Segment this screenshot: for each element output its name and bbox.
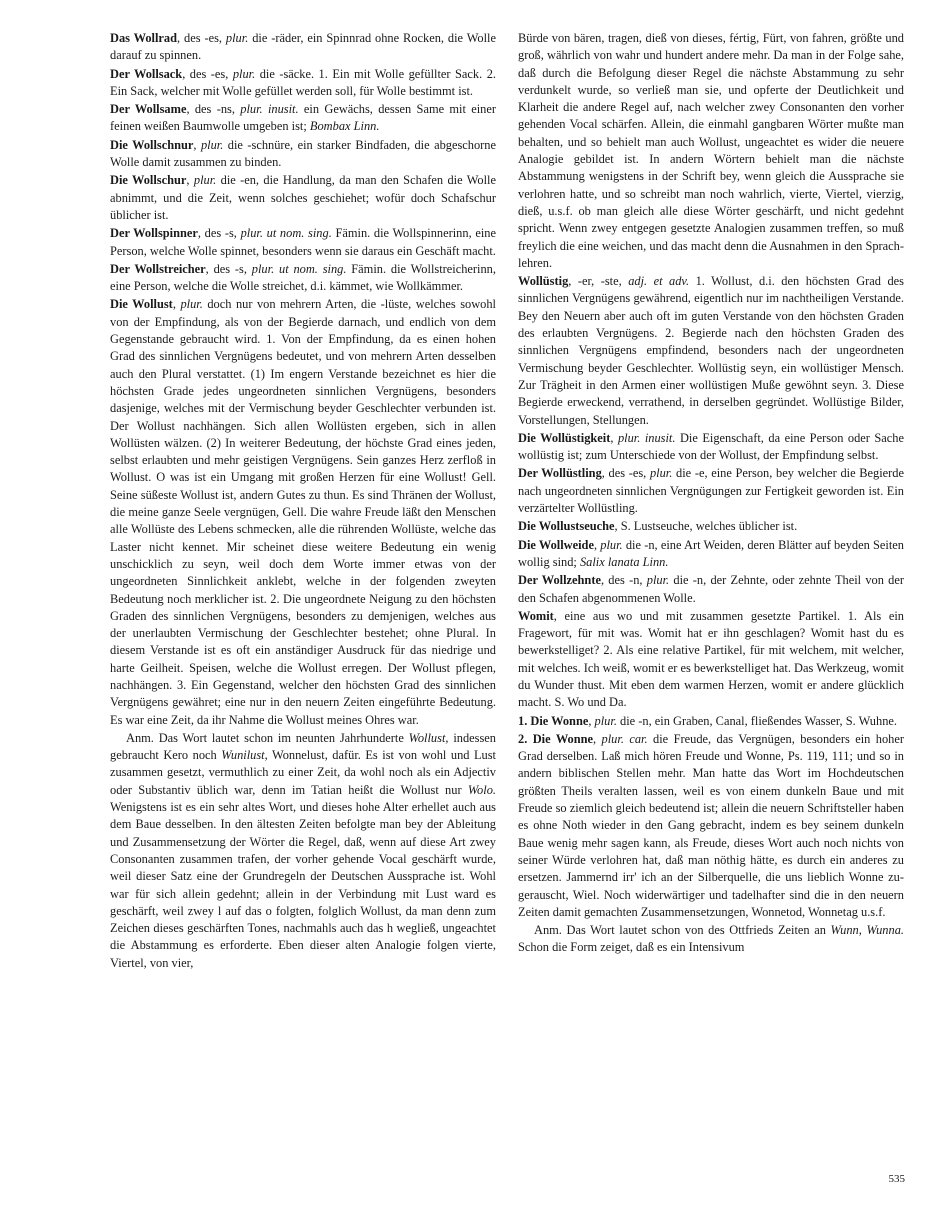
- headword: Womit: [518, 608, 554, 623]
- headword: Die Wollustseuche: [518, 519, 615, 534]
- headword: Die Wollüstigkeit: [518, 430, 611, 445]
- body-text: die Freude, das Vergnügen, besonders ein hoher Grad derselben. Laß mich hören Freude und Wonne, Ps. 119, 111; und so in andern biblischen Stellen mehr. Man hatte das Wort im Hochdeutschen größten Theils veralten lassen, weil es von einem dunkeln Baue und mit Freude so ziemlich gleich bedeutend ist; allein die neuern Schriftsteller haben es ohne Noth wieder in den Gang gebracht, indem es bey seinem dunkeln Baue wenig mehr sagen kann, als Freude, dieses Wort auch noch nichts von seiner Würde verlohren hat, daß man nöthig hätte, es durch ein anderes zu ersetzen. Jammernd irr' ich an der Silberquelle, die uns lieblich Wonne zugerauscht, Wiel. Noch widerwärtiger und tadelhafter sind die in den neuern Zeiten damit gemachten Zusammensetzungen, Wonnetod, Wonnetag u.s.f.: [518, 731, 905, 919]
- body-text: Wenigstens ist es ein sehr altes Wort, und dieses hohe Alter erhellet auch aus dem Baue desselben. In den ältesten Zeiten befolgte man bey der Ableitung und Zusammensetzung der Wörter die Regel, daß, wenn auf diese Art zwey Consonanten zusammen trafen, der vorher gehende Vocal geschärft wurde, weil dieser Satz eine der Grundregeln der Deutschen Aussprache ist. Wohl war für sich allein gedehnt; allein in der Verbindung mit Lust ward es geschärft, weil zwey l auf das o folgten, folglich Wollust, da man denn zum Zeichen dieses geschärften Tones, nachmahls auch das h wegließ, ungeachtet die Abstammung es erforderte. Eben dieser alten Analogie folgen vierte, Viertel, von vier,: [110, 800, 496, 970]
- body-text: die -säcke. 1. Ein mit Wolle gefüllter Sack. 2. Ein Sack, welcher mit Wolle gefüllet werden soll, für Wolle bestimmt ist.: [110, 66, 496, 98]
- body-text: , des -s,: [197, 226, 241, 241]
- italic-text: Bombax Linn.: [309, 119, 380, 134]
- body-text: die -n, ein Graben, Canal, fließendes Wasser, S. Wuhne.: [616, 713, 897, 728]
- body-text: die -n, der Zehnte, oder zehnte Theil von der den Schafen abgenommenen Wolle.: [518, 573, 905, 605]
- body-text: die -en, die Handlung, da man den Schafen die Wolle abnimmt, und die Zeit, wenn solches geschiehet; wofür doch Schafschur üblicher ist.: [110, 173, 496, 222]
- left-column: [110, 30, 496, 973]
- headword: Der Wollstreicher: [110, 261, 206, 276]
- dictionary-entry: [110, 101, 496, 136]
- italic-text: plur. car.: [601, 731, 648, 746]
- headword: 2. Die Wonne: [518, 731, 594, 746]
- dictionary-entry: [518, 537, 904, 572]
- body-text: Anm. Das Wort lautet schon von des Ottfrieds Zeiten an: [534, 923, 831, 938]
- headword: 1. Die Wonne: [518, 713, 589, 728]
- headword: Der Wollsack: [110, 66, 183, 81]
- dictionary-entry: [110, 225, 496, 260]
- body-text: , des -es,: [182, 66, 233, 81]
- dictionary-entry: [518, 430, 904, 465]
- body-text: die -n, eine Art Weiden, deren Blätter auf beyden Seiten wollig sind;: [518, 537, 904, 569]
- dictionary-entry: [518, 731, 904, 921]
- italic-text: Wunilust,: [221, 748, 268, 763]
- continued-text: [518, 30, 904, 272]
- body-text: ein Gewächs, dessen Same mit einer feinen weißen Baumwolle umgeben ist;: [110, 102, 496, 134]
- body-text: Schon die Form zeiget, daß es ein Intensivum: [518, 940, 745, 955]
- italic-text: plur.: [180, 297, 203, 312]
- italic-text: plur. inusit.: [240, 102, 299, 117]
- body-text: ,: [593, 731, 602, 746]
- dictionary-entry: [518, 572, 904, 607]
- body-text: , -er, -ste,: [568, 274, 629, 289]
- body-text: , eine aus wo und mit zusammen gesetzte Partikel. 1. Als ein Fragewort, für mit was. Womit hat er ihn geschlagen? Womit hast du es bewerkstelliget? 2. Als eine relative Partikel, für mit welchem, mit welcher, mit welches. Ich weiß, womit er es bewerkstelliget hat. Das Werkzeug, womit du Wunder thust. Mit eben dem warmen Herzen, womit er andere glücklich macht. S. Wo und Da.: [518, 608, 904, 710]
- dictionary-entry: [110, 66, 496, 101]
- dictionary-entry: [518, 608, 904, 712]
- body-text: , des -es,: [601, 466, 650, 481]
- headword: Der Wollsame: [110, 102, 187, 117]
- headword: Wollüstig: [518, 274, 569, 289]
- dictionary-entry: [518, 518, 904, 535]
- italic-text: adj. et adv.: [628, 274, 690, 289]
- italic-text: plur.: [600, 537, 623, 552]
- headword: Der Wollüstling: [518, 466, 602, 481]
- italic-text: Wunn, Wunna.: [830, 923, 904, 938]
- italic-text: Salix lanata Linn.: [579, 554, 669, 569]
- body-text: ,: [172, 297, 181, 312]
- annotation-paragraph: [110, 730, 496, 972]
- dictionary-entry: [518, 465, 904, 517]
- body-text: ,: [610, 430, 618, 445]
- headword: Die Wollschur: [110, 173, 187, 188]
- dictionary-entry: [110, 137, 496, 172]
- body-text: 1. Wollust, d.i. den höchsten Grad des sinnlichen Vergnügens gewährend, eigentlich nur im nachtheiligen Verstande. Bey den Neuern aber auch oft im guten Verstande von den höchsten Graden des erlaubten Vergnügens. 2. Begierde nach den höchsten Graden des sinnlichen Vergnügens empfindend, besonders nach der ungeordneten Vermischung beyder Geschlechter. Wollüstig seyn, ein wollüstiger Mensch. Zur Trägheit in den Armen einer wollüstigen Muße gewöhnt seyn. 3. Diese Begierde erweckend, verrathend, in derselben gegründet. Wollüstige Bilder, Vorstellungen, Stellungen.: [518, 274, 904, 427]
- body-text: ,: [593, 537, 601, 552]
- body-text: , S. Lustseuche, welches üblicher ist.: [614, 519, 798, 534]
- italic-text: plur. ut nom. sing.: [240, 226, 332, 241]
- italic-text: Wollust,: [408, 730, 449, 745]
- headword: Der Wollzehnte: [518, 573, 601, 588]
- dictionary-entry: [110, 296, 496, 728]
- dictionary-entry: [110, 30, 496, 65]
- headword: Die Wollschnur: [110, 137, 194, 152]
- headword: Das Wollrad: [110, 31, 178, 45]
- italic-text: plur.: [193, 173, 217, 188]
- page-number: 535: [888, 1173, 905, 1185]
- body-text: indessen gebraucht Kero noch: [110, 730, 496, 763]
- italic-text: plur.: [200, 137, 224, 152]
- body-text: die -e, eine Person, bey welcher die Begierde nach ungeordneten sinnlichen Vergnügungen zur Fertigkeit geworden ist. Ein verzärtelter Wollüstling.: [518, 466, 904, 516]
- body-text: ,: [193, 137, 201, 152]
- italic-text: plur.: [646, 573, 670, 588]
- body-text: , des -ns,: [186, 102, 241, 117]
- headword: Die Wollweide: [518, 537, 594, 552]
- body-text: Fämin. die Wollstreicherinn, eine Person, welche die Wolle streichet, d.i. kämmet, wie Wollkämmer.: [110, 261, 496, 294]
- dictionary-entry: [518, 273, 904, 429]
- body-text: Wonnelust, dafür. Es ist von wohl und Lust zusammen gesetzt, vermuthlich zu einer Zeit, da wohl noch als ein Adjectiv oder Substantiv üblich war, denn im Tatian heißt die Wollust nur: [110, 748, 496, 797]
- body-text: Anm. Das Wort lautet schon im neunten Jahrhunderte: [126, 730, 409, 745]
- italic-text: Wolo.: [467, 782, 496, 797]
- annotation-paragraph: [518, 922, 904, 957]
- body-text: Bürde von bären, tragen, dieß von dieses, fértig, Fürt, von fahren, größte und groß, währlich von wahr und hundert andere mehr. Da man in der Folge sahe, daß durch die Befolgung dieser Regel die nächste Abstammung zu sehr verdunkelt wurde, so verließ man sie, und opferte der Deutlichkeit und Klarheit die andere Regel auf, nach welcher zwey Consonanten den vorher gehenden Vocal schärfen. Allein, die einmahl gangbaren Wörter mußte man behalten, und so behielt man auch Wollust, ungeachtet es wider die neuere Analogie gebildet ist. In andern Wörtern behielt man die nächste Abstammung wenigstens in der Schrift bey, wenn gleich die Aussprache sie verlohren hatte, und so schreibt man noch wahrlich, vierte, Viertel, vierzig, dieß, u.s.f. ob man gleich alle diese Wörter geschärft, und nicht gedehnt spricht. Wenn zwey entgegen gesetzte Analogien zusammen treffen, so muß freylich die eine weichen, und das macht denn die Ausnahmen in den Sprachlehren.: [518, 31, 904, 270]
- dictionary-entry: [518, 713, 904, 730]
- italic-text: plur. ut nom. sing.: [251, 261, 347, 276]
- body-text: die -schnüre, ein starker Bindfaden, die abgeschorne Wolle damit zusammen zu binden.: [110, 137, 496, 170]
- body-text: , des -es,: [177, 31, 226, 45]
- body-text: Fämin. die Wollspinnerinn, eine Person, welche Wolle spinnet, besonders wenn sie daraus ein Geschäft macht.: [110, 226, 496, 258]
- dictionary-entry: [110, 172, 496, 224]
- body-text: ,: [588, 713, 595, 728]
- body-text: ,: [186, 173, 194, 188]
- italic-text: plur.: [649, 466, 673, 481]
- headword: Der Wollspinner: [110, 226, 198, 241]
- italic-text: plur. inusit.: [617, 430, 676, 445]
- body-text: doch nur von mehrern Arten, die -lüste, welches sowohl von der Empfindung, als von der Begierde darnach, und endlich von dem Gegenstande gebraucht wird. 1. Von der Empfindung, da es einen hohen Grad des sinnlichen Vergnügens bedeutet, und von mehrern Arten desselben auch den Plural verstattet. (1) Im engern Verstande bezeichnet es hier die höchsten Grade jedes ungeordneten sinnlichen Vergnügens, besonders dasjenige, welches mit der Vermischung beyder Geschlechter verbunden ist. Der Wollust nachhängen. Sich allen Wollüsten ergeben, sich in allen Wollüsten wälzen. (2) In weiterer Bedeutung, der höchste Grad eines jeden, selbst erlaubten und mehr geistigen Vergnügens. Sein ganzes Herz zerfloß in Wollust. O was ist ein Umgang mit großen Herzen für eine Wollust! Gell. Seine süßeste Wollust ist, andern Gutes zu thun. Es sind Thränen der Wollust, die meine ganze Seele vergnügen, Gell. Die wahre Freude läßt den Menschen alle Wollüste des Lebens schmecken, alle die rührenden Wollüste, welche das Laster nicht kennet. Mir scheinet diese weitere Bedeutung ein wenig unschicklich zu seyn, weil doch dem Worte immer etwas von der ungeordneten Sinnlichkeit anklebt, welche in der folgenden zweyten Bedeutung noch merklicher ist. 2. Die ungeordnete Neigung zu den höchsten Graden des sinnlichen Vergnügens, besonders zu demjenigen, welches aus der unerlaubten Vermischung der Geschlechter bestehet; ohne Plural. In diesem Verstande ist es oft ein anständiger Ausdruck für das niedrige und harte Geilheit. Speisen, welche die Wollust erregen. Der Wollust pflegen, nachhängen. 3. Ein Gegenstand, welcher den höchsten Grad des sinnlichen Vergnügens gewähret; eine nur in den neuern Zeiten eingeführte Bedeutung. Es war eine Zeit, da ihr Nahme die Wollust meines Ohres war.: [110, 297, 497, 727]
- dictionary-entry: [110, 261, 496, 296]
- italic-text: plur.: [232, 66, 256, 81]
- italic-text: plur.: [225, 31, 249, 45]
- italic-text: plur.: [594, 713, 617, 728]
- body-text: Die Eigenschaft, da eine Person oder Sache wollüstig ist; zum Unterschiede von der Wollust, der Empfindung selbst.: [518, 430, 904, 463]
- right-column: [518, 30, 904, 958]
- body-text: , des -s,: [205, 261, 252, 276]
- body-text: , des -n,: [600, 573, 647, 588]
- headword: Die Wollust: [110, 297, 173, 312]
- body-text: die -räder, ein Spinnrad ohne Rocken, die Wolle darauf zu spinnen.: [110, 31, 497, 63]
